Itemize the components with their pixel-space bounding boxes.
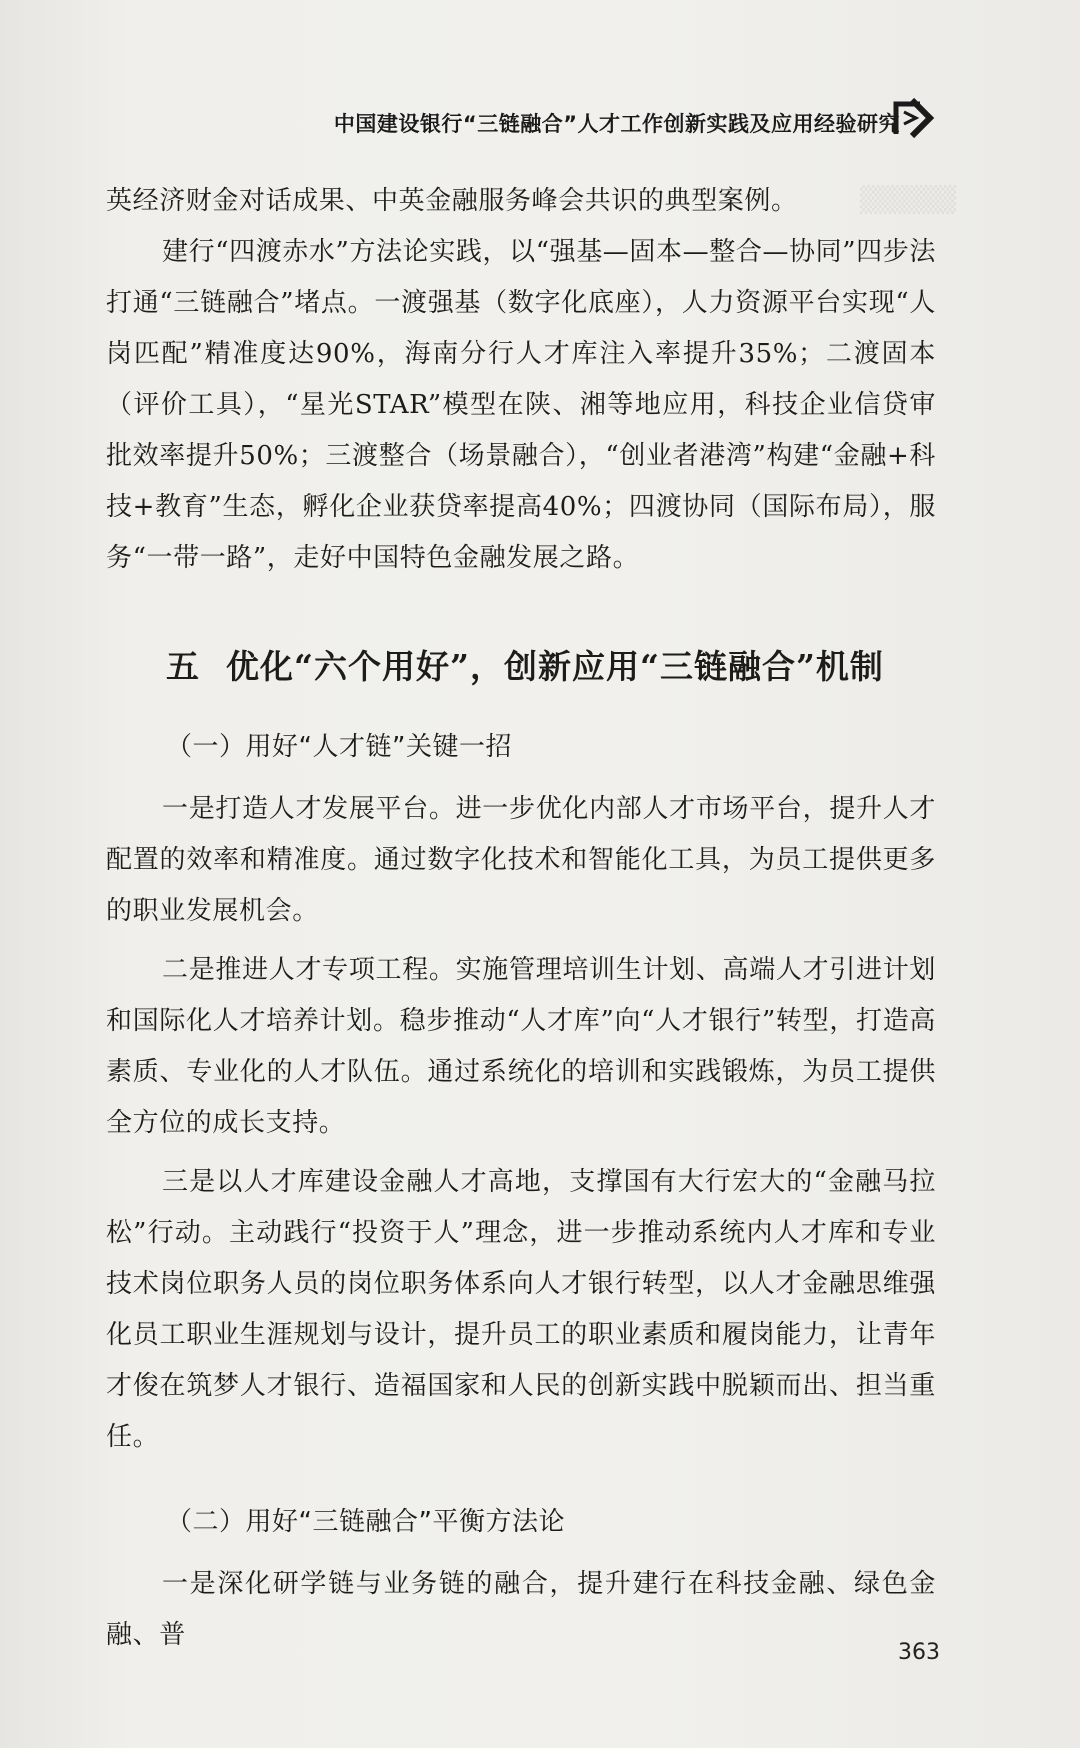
section-title <box>166 642 936 692</box>
section-number: 五 <box>166 647 200 686</box>
bleed-through-text: ▒▒▒▒▒ <box>860 185 957 214</box>
paragraph: 一是深化研学链与业务链的融合，提升建行在科技金融、绿色金融、普 <box>106 1569 936 1650</box>
paragraph: 二是推进人才专项工程。实施管理培训生计划、高端人才引进计划和国际化人才培养计划。稳步推动“人才库”向“人才银行”转型，打造高素质、专业化的人才队伍。通过系统化的培训和实践锻炼，为员工提供全方位的成长支持。 <box>106 955 936 1138</box>
paragraph: 三是以人才库建设金融人才高地，支撑国有大行宏大的“金融马拉松”行动。主动践行“投资于人”理念，进一步推动系统内人才库和专业技术岗位职务人员的岗位职务体系向人才银行转型，以人才金融思维强化员工职业生涯规划与设计，提升员工的职业素质和履岗能力，让青年才俊在筑梦人才银行、造福国家和人民的创新实践中脱颖而出、担当重任。 <box>106 1167 936 1452</box>
paragraph-continuation: 英经济财金对话成果、中英金融服务峰会共识的典型案例。 <box>106 186 798 216</box>
body-text <box>106 176 936 1661</box>
paragraph: 一是打造人才发展平台。进一步优化内部人才市场平台，提升人才配置的效率和精准度。通过数字化技术和智能化工具，为员工提供更多的职业发展机会。 <box>106 794 936 926</box>
paragraph-four-crossings: 建行“四渡赤水”方法论实践，以“强基—固本—整合—协同”四步法打通“三链融合”堵点。一渡强基（数字化底座），人力资源平台实现“人岗匹配”精准度达90%，海南分行人才库注入率提升35%；二渡固本（评价工具），“星光STAR”模型在陕、湘等地应用，科技企业信贷审批效率提升50%；三渡整合（场景融合），“创业者港湾”构建“金融+科技+教育”生态，孵化企业获贷率提高40%；四渡协同（国际布局），服务“一带一路”，走好中国特色金融发展之路。 <box>106 237 936 573</box>
running-header: 中国建设银行“三链融合”人才工作创新实践及应用经验研究 <box>333 112 900 136</box>
section-title-text: 优化“六个用好”，创新应用“三链融合”机制 <box>226 647 884 686</box>
subsection-heading-1: （一）用好“人才链”关键一招 <box>166 732 512 762</box>
page-number: 363 <box>898 1640 940 1665</box>
subsection-heading-2: （二）用好“三链融合”平衡方法论 <box>166 1507 565 1537</box>
chapter-arrow-icon <box>890 94 938 142</box>
